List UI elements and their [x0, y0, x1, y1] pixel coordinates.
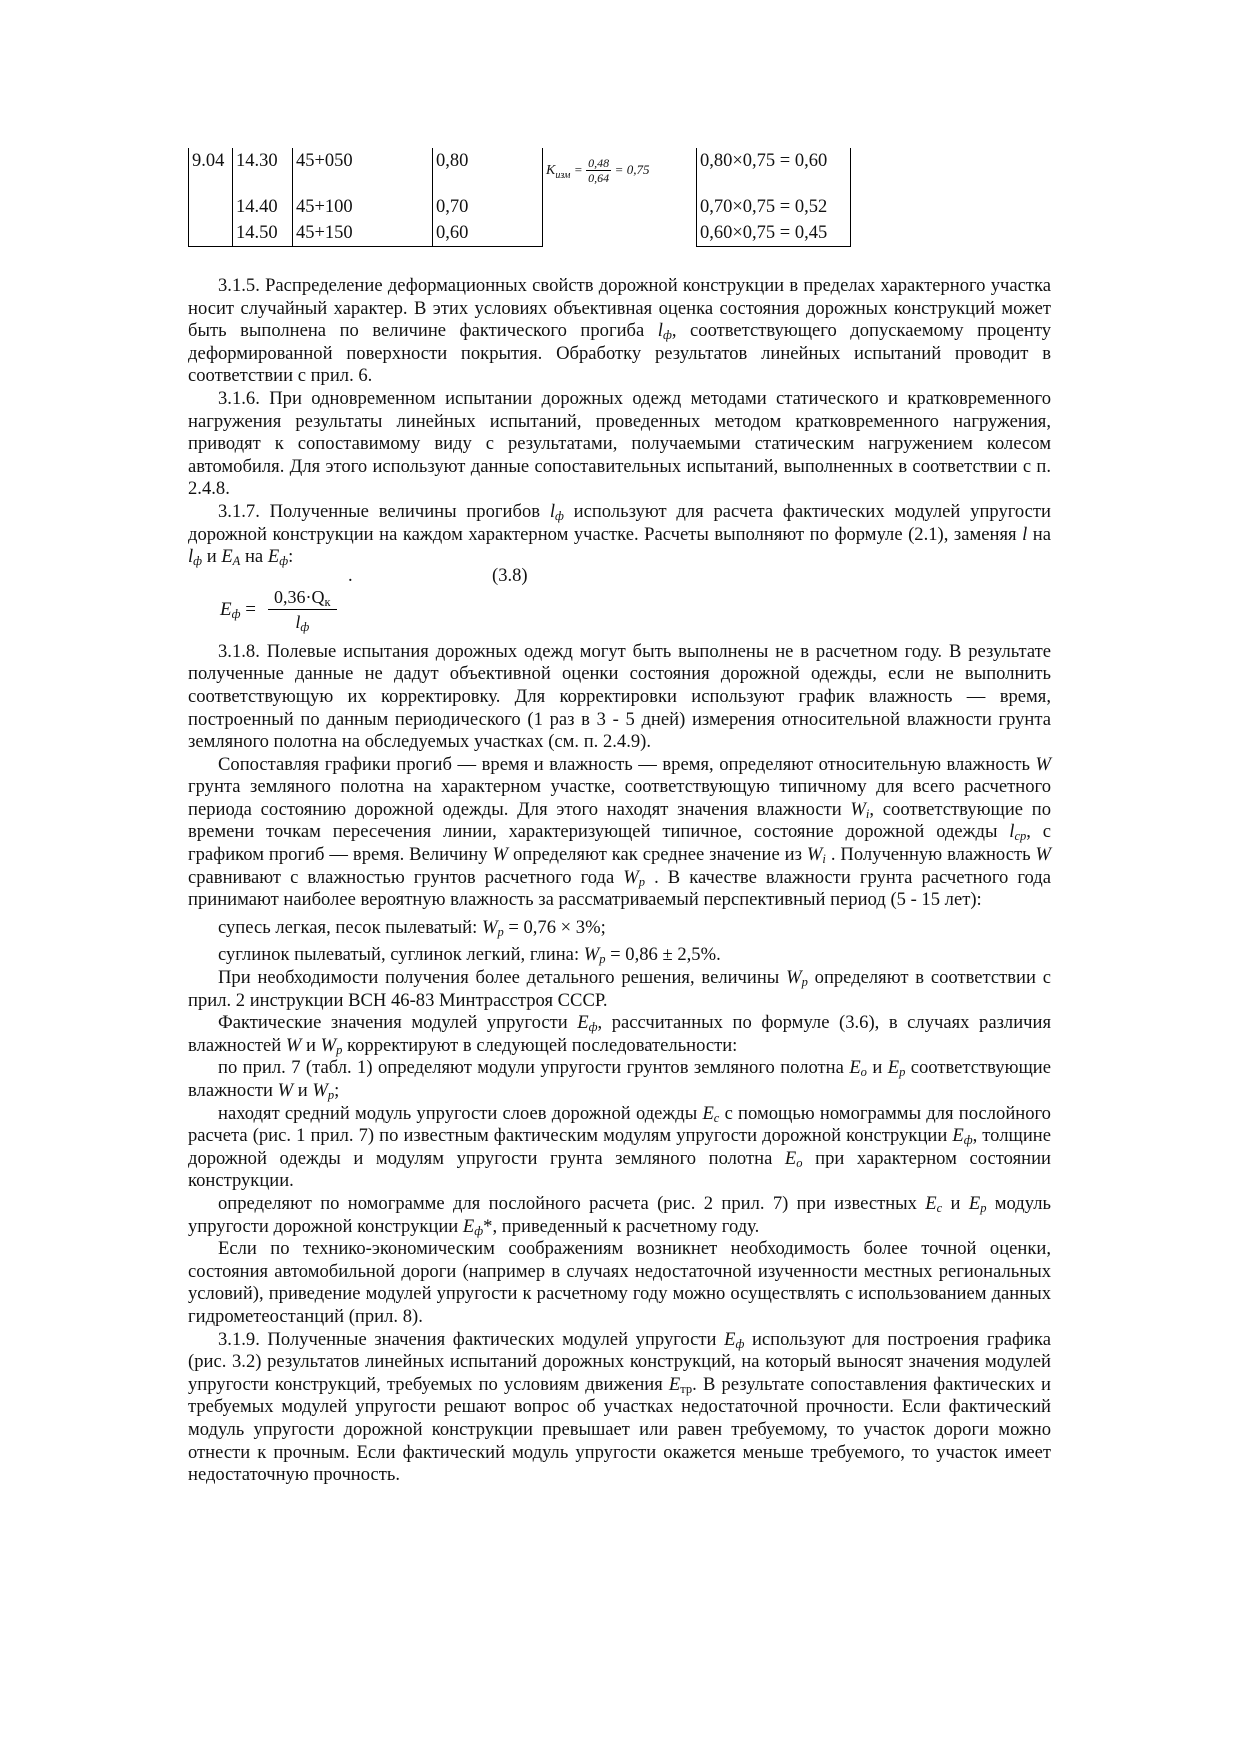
sym-W: W [850, 798, 866, 820]
sym-W: W [623, 866, 639, 888]
sym-o-sub: о [796, 1155, 803, 1170]
formula-dot: . [348, 564, 353, 586]
sym-p-sub: р [980, 1200, 987, 1215]
sym-f-sub: ф [963, 1133, 973, 1148]
p317-d: и [206, 546, 217, 568]
sand-a: супесь легкая, песок пылеватый: [218, 916, 478, 938]
sym-p-sub: р [638, 874, 646, 889]
sym-E: E [925, 1192, 937, 1214]
formula-den-text: l [295, 611, 301, 632]
tab-d: и [297, 1080, 308, 1101]
k-formula-cell [543, 148, 697, 247]
sym-i-sub: i [865, 806, 870, 821]
formula-denominator [268, 610, 337, 634]
pc-c: , соответствующие по времени точкам пересечения линии, характеризующей типичное, состояние дорожной одежды [188, 798, 1051, 843]
pc-a: Сопоставляя графики прогиб — время и влажность — время, определяют относительную влажность [218, 753, 1030, 775]
p319-a: 3.1.9. Полученные значения фактических модулей упругости [218, 1328, 717, 1350]
sym-l: l [188, 546, 194, 568]
sym-W: W [285, 1034, 302, 1056]
pc-d: , с графиком прогиб — время. Величину [188, 821, 1051, 866]
p319-b: используют для построения графика (рис. 3.2) результатов линейных испытаний дорожных конструкций, на который выносят значения модулей упругости конструкций, требуемых по условиям движения [188, 1328, 1052, 1395]
deflection-cell: 0,70 [433, 196, 543, 222]
loam-b: = 0,86 ± 2,5%. [610, 944, 721, 966]
sym-E: E [968, 1192, 981, 1214]
tab-a: по прил. 7 (табл. 1) определяют модули упругости грунтов земляного полотна [218, 1057, 844, 1079]
sym-c-sub: с [713, 1110, 720, 1125]
table-row [189, 148, 851, 196]
result-cell: 0,60×0,75 = 0,45 [697, 222, 851, 247]
sym-l: l [1022, 523, 1028, 545]
paragraph-3-1-9 [188, 1329, 1051, 1487]
date-cell [189, 222, 233, 247]
sym-p-sub: р [327, 1088, 335, 1102]
fact-c: и [306, 1034, 316, 1056]
body-text [188, 275, 1051, 1487]
formula-lhs [220, 599, 256, 622]
sym-c-sub: с [936, 1200, 943, 1215]
paragraph-economic: Если по технико-экономическим соображениям возникнет необходимость более точной оценки, состояния автомобильной дороги (например в случаях недостаточной изученности местных региональных условий), приведение модулей упругости к расчетному году можно осуществлять с использованием данных гидрометеостанций (прил. 8). [188, 1238, 1051, 1327]
k-eq: = [573, 161, 583, 177]
sym-E: E [784, 1147, 797, 1169]
formula-num-sub: к [324, 594, 331, 609]
list-item-loam [188, 944, 1051, 967]
formula-den-sub: ф [300, 619, 310, 634]
paragraph-comparison [188, 754, 1051, 912]
k-formula [546, 156, 650, 185]
sym-l: l [1009, 821, 1015, 843]
nom-d: *, приведенный к расчетному году. [483, 1215, 760, 1237]
tab-b: и [872, 1057, 883, 1079]
sym-W: W [277, 1080, 294, 1101]
paragraph-detail [188, 967, 1051, 1012]
sym-p-sub: р [336, 1042, 343, 1057]
formula-3-8 [188, 564, 1051, 641]
list-item-sand [188, 917, 1051, 940]
deflection-cell: 0,60 [433, 222, 543, 247]
pc-f: . Полученную влажность [830, 844, 1031, 866]
fact-a: Фактические значения модулей упругости [218, 1012, 568, 1034]
formula-number: (3.8) [492, 564, 528, 586]
nom-c: модуль упругости дорожной конструкции [188, 1192, 1051, 1237]
sym-W: W [1035, 753, 1051, 775]
station-cell: 45+150 [293, 222, 433, 247]
paragraph-factual [188, 1012, 1051, 1057]
k-sub: изм [555, 169, 571, 181]
sym-l: l [657, 320, 663, 342]
time-cell: 14.40 [233, 196, 293, 222]
sym-f-sub: ф [279, 554, 289, 569]
sym-p-sub: р [599, 952, 606, 967]
sym-E: E [724, 1328, 736, 1350]
sym-A-sub: A [232, 554, 241, 569]
pc-b: грунта земляного полотна на характерном участке, соответствующую типичному для всего расчетного периода состоянию дорожной одежды. Для этого находят значения влажности [188, 776, 1051, 820]
sym-cp-sub: ср [1014, 829, 1027, 844]
paragraph-table [188, 1057, 1051, 1102]
sym-W: W [320, 1034, 337, 1056]
p317-b: используют для расчета фактических модулей упругости дорожной конструкции на каждом характерном участке. Расчеты выполняют по формуле (2.1), заменяя [188, 500, 1051, 545]
sand-b: = 0,76 × 3%; [508, 916, 606, 938]
p317-e: на [244, 546, 264, 568]
p319-c: . В результате сопоставления фактических и требуемых модулей упругости решают вопрос об участках недостаточной прочности. Если фактический модуль упругости дорожной конструкции превышает или равен требуемому, то участок дороги можно отнести к прочным. Если фактический модуль упругости окажется меньше требуемого, то участок имеет недостаточную прочность. [188, 1373, 1051, 1486]
avg-b: с помощью номограммы для послойного расчета (рис. 1 прил. 7) по известным фактическим модулям упругости дорожной конструкции [188, 1102, 1051, 1147]
k-value: = 0,75 [614, 161, 650, 177]
sym-p-sub: р [899, 1065, 906, 1080]
p315-text-b: , соответствующего допускаемому проценту деформированной поверхности покрытия. Обработку результатов линейных испытаний проводит в соответствии с прил. 6. [188, 320, 1051, 387]
sym-W: W [786, 967, 802, 989]
nom-a: определяют по номограмме для послойного расчета (рис. 2 прил. 7) при известных [218, 1192, 917, 1214]
paragraph-3-1-8: 3.1.8. Полевые испытания дорожных одежд могут быть выполнены не в расчетном году. В результате полученные данные не дадут объективной оценки состояния дорожной одежды, если не выполнить соответствующую их корректировку. Для корректировки используют график влажность — время, построенный по данным периодического (1 раз в 3 - 5 дней) измерения относительной влажности грунта земляного полотна на обследуемых участках (см. п. 2.4.9). [188, 640, 1051, 753]
date-cell: 9.04 [189, 148, 233, 196]
loam-a: суглинок пылеватый, суглинок легкий, глина: [218, 944, 580, 966]
pc-g: сравнивают с влажностью грунтов расчетного года [188, 866, 615, 888]
sym-i-sub: i [822, 852, 826, 867]
tab-c: соответствующие влажности [188, 1057, 1051, 1101]
sym-E: E [668, 1373, 681, 1395]
sym-E: E [462, 1215, 475, 1237]
formula-fraction [268, 585, 337, 634]
k-denominator: 0,64 [588, 171, 610, 185]
sym-f-sub: ф [662, 328, 672, 343]
date-cell [189, 196, 233, 222]
sym-W: W [492, 844, 509, 866]
pc-h: . В качестве влажности грунта расчетного года принимают наиболее вероятную влажность за рассматриваемый перспективный период (5 - 15 лет): [188, 866, 1051, 911]
avg-a: находят средний модуль упругости слоев дорожной одежды [218, 1102, 698, 1124]
paragraph-nomogram [188, 1193, 1051, 1238]
pc-e: определяют как среднее значение из [512, 844, 802, 866]
avg-d: при характерном состоянии конструкции. [188, 1147, 1051, 1192]
time-cell: 14.30 [233, 148, 293, 196]
nom-b: и [950, 1192, 961, 1214]
paragraph-3-1-5 [188, 275, 1051, 388]
result-cell: 0,80×0,75 = 0,60 [697, 148, 851, 196]
sym-E: E [221, 546, 233, 568]
fact-d: корректируют в следующей последовательности: [347, 1034, 738, 1056]
sym-W: W [1035, 844, 1051, 866]
fact-b: , рассчитанных по формуле (3.6), в случаях различия влажностей [188, 1012, 1051, 1056]
deflection-cell: 0,80 [433, 148, 543, 196]
sym-l: l [549, 500, 555, 522]
paragraph-3-1-6: 3.1.6. При одновременном испытании дорожных одежд методами статического и кратковременного нагружения результаты линейных испытаний, проведенных методом кратковременного нагружения, приводят к сопоставимому виду с результатами, получаемыми статическим нагружением колесом автомобиля. Для этого используют данные сопоставительных испытаний, выполненных в соответствии с п. 2.4.8. [188, 387, 1051, 500]
formula-eq: = [245, 598, 256, 620]
p317-end: : [288, 546, 294, 568]
p317-c: на [1032, 523, 1051, 545]
paragraph-average [188, 1103, 1051, 1193]
p317-a: 3.1.7. Полученные величины прогибов [218, 500, 541, 522]
sym-tr-sub: тр [680, 1381, 693, 1396]
k-symbol: K [546, 162, 556, 178]
sym-W: W [806, 844, 823, 866]
sym-E: E [952, 1125, 964, 1147]
detail-a: При необходимости получения более детального решения, величины [218, 967, 780, 989]
formula-lhs-symbol: E [220, 598, 232, 620]
table-row [189, 222, 851, 247]
sym-E: E [267, 546, 280, 568]
p315-text: 3.1.5. Распределение деформационных свойств дорожной конструкции в пределах характерного участка носит случайный характер. В этих условиях объективная оценка состояния дорожных конструкций может быть выполнена по величине фактического прогиба [188, 275, 1051, 342]
sym-W: W [583, 944, 600, 966]
sym-W: W [312, 1080, 328, 1101]
station-cell: 45+050 [293, 148, 433, 196]
sym-f-sub: ф [474, 1223, 484, 1238]
k-fraction [586, 156, 611, 185]
sym-f-sub: ф [554, 508, 564, 523]
formula-num-text: 0,36·Q [274, 586, 325, 607]
sym-E: E [577, 1012, 589, 1034]
station-cell: 45+100 [293, 196, 433, 222]
sym-E: E [702, 1102, 714, 1124]
paragraph-3-1-7 [188, 501, 1051, 569]
sym-W: W [481, 916, 498, 938]
deflection-table [188, 148, 851, 247]
detail-b: определяют в соответствии с прил. 2 инструкции ВСН 46-83 Минтрасстроя СССР. [188, 967, 1051, 1011]
avg-c: , толщине дорожной одежды и модулям упругости грунта земляного полотна [188, 1125, 1051, 1169]
tab-end: ; [334, 1080, 340, 1101]
sym-f-sub: ф [588, 1020, 598, 1035]
table-row [189, 196, 851, 222]
formula-lhs-sub: ф [231, 606, 241, 621]
result-cell: 0,70×0,75 = 0,52 [697, 196, 851, 222]
sym-E: E [849, 1057, 861, 1079]
sym-f-sub: ф [735, 1336, 745, 1351]
sym-f-sub: ф [193, 554, 203, 569]
time-cell: 14.50 [233, 222, 293, 247]
formula-numerator [268, 585, 337, 610]
k-numerator: 0,48 [588, 156, 610, 170]
sym-E: E [887, 1057, 900, 1079]
sym-o-sub: о [860, 1065, 867, 1080]
sym-p-sub: р [801, 975, 808, 990]
sym-p-sub: р [497, 924, 504, 939]
